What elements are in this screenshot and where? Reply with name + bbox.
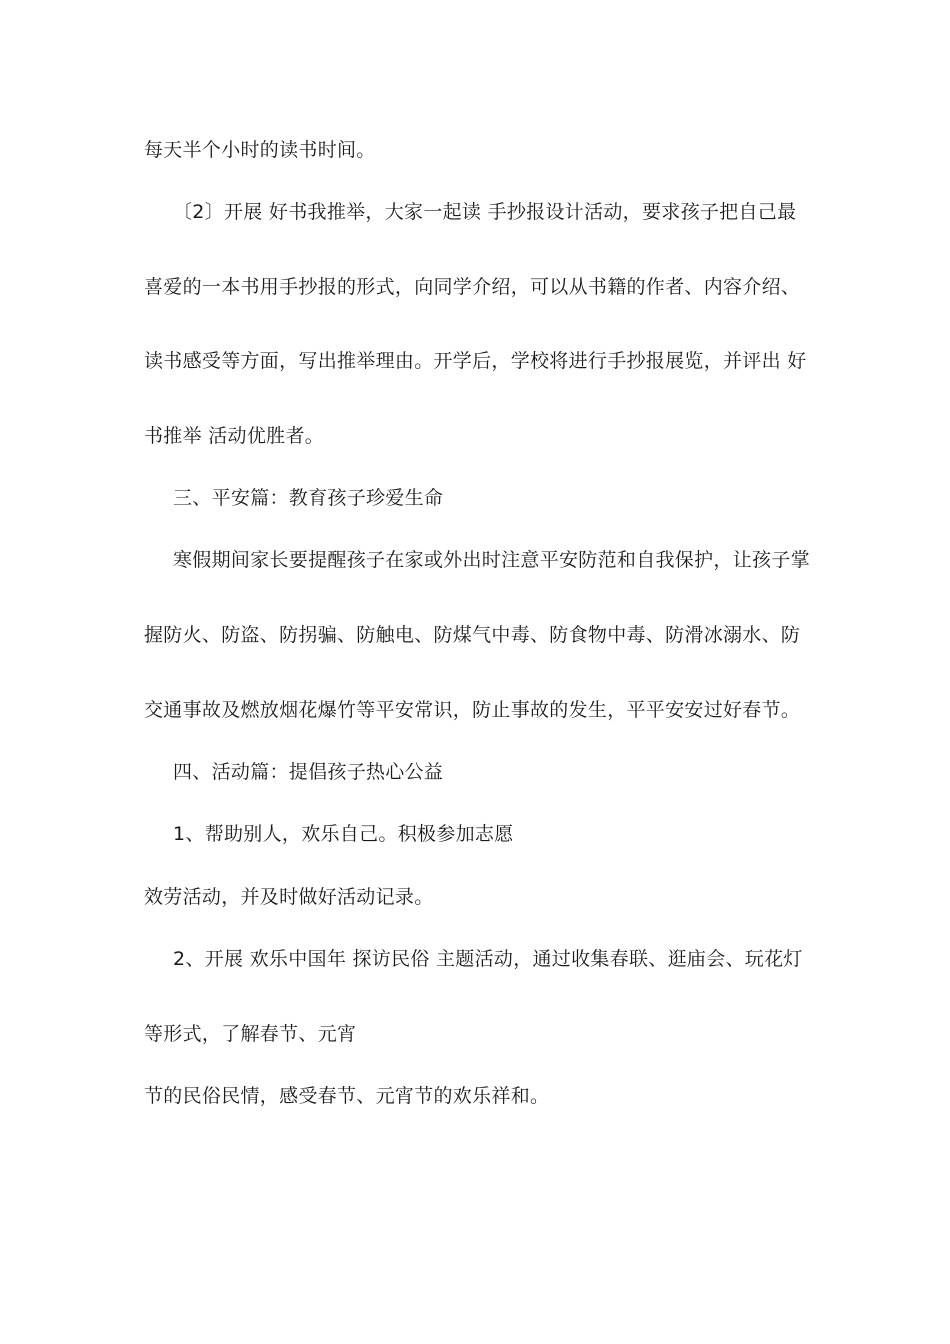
- paragraph-line: 喜爱的一本书用手抄报的形式，向同学介绍，可以从书籍的作者、内容介绍、: [144, 276, 801, 298]
- paragraph-line: 读书感受等方面，写出推举理由。开学后，学校将进行手抄报展览，并评出 好: [144, 350, 807, 372]
- paragraph-line: 寒假期间家长要提醒孩子在家或外出时注意平安防范和自我保护，让孩子掌: [173, 549, 810, 571]
- section-heading: 三、平安篇：教育孩子珍爱生命: [173, 487, 444, 509]
- paragraph-line: 握防火、防盗、防拐骗、防触电、防煤气中毒、防食物中毒、防滑冰溺水、防: [144, 624, 801, 646]
- section-heading: 四、活动篇：提倡孩子热心公益: [173, 761, 444, 783]
- paragraph-line: 书推举 活动优胜者。: [144, 425, 325, 447]
- paragraph-line: 1、帮助别人，欢乐自己。积极参加志愿: [173, 823, 514, 845]
- paragraph-line: 效劳活动，并及时做好活动记录。: [144, 886, 434, 908]
- paragraph-line: 等形式，了解春节、元宵: [144, 1023, 357, 1045]
- paragraph-line: 每天半个小时的读书时间。: [144, 139, 376, 161]
- paragraph-line: 节的民俗民情，感受春节、元宵节的欢乐祥和。: [144, 1085, 550, 1107]
- paragraph-line: 2、开展 欢乐中国年 探访民俗 主题活动，通过收集春联、逛庙会、玩花灯: [173, 948, 803, 970]
- paragraph-line: 交通事故及燃放烟花爆竹等平安常识，防止事故的发生，平平安安过好春节。: [144, 699, 801, 721]
- paragraph-line: 〔2〕开展 好书我推举，大家一起读 手抄报设计活动，要求孩子把自己最: [173, 201, 797, 223]
